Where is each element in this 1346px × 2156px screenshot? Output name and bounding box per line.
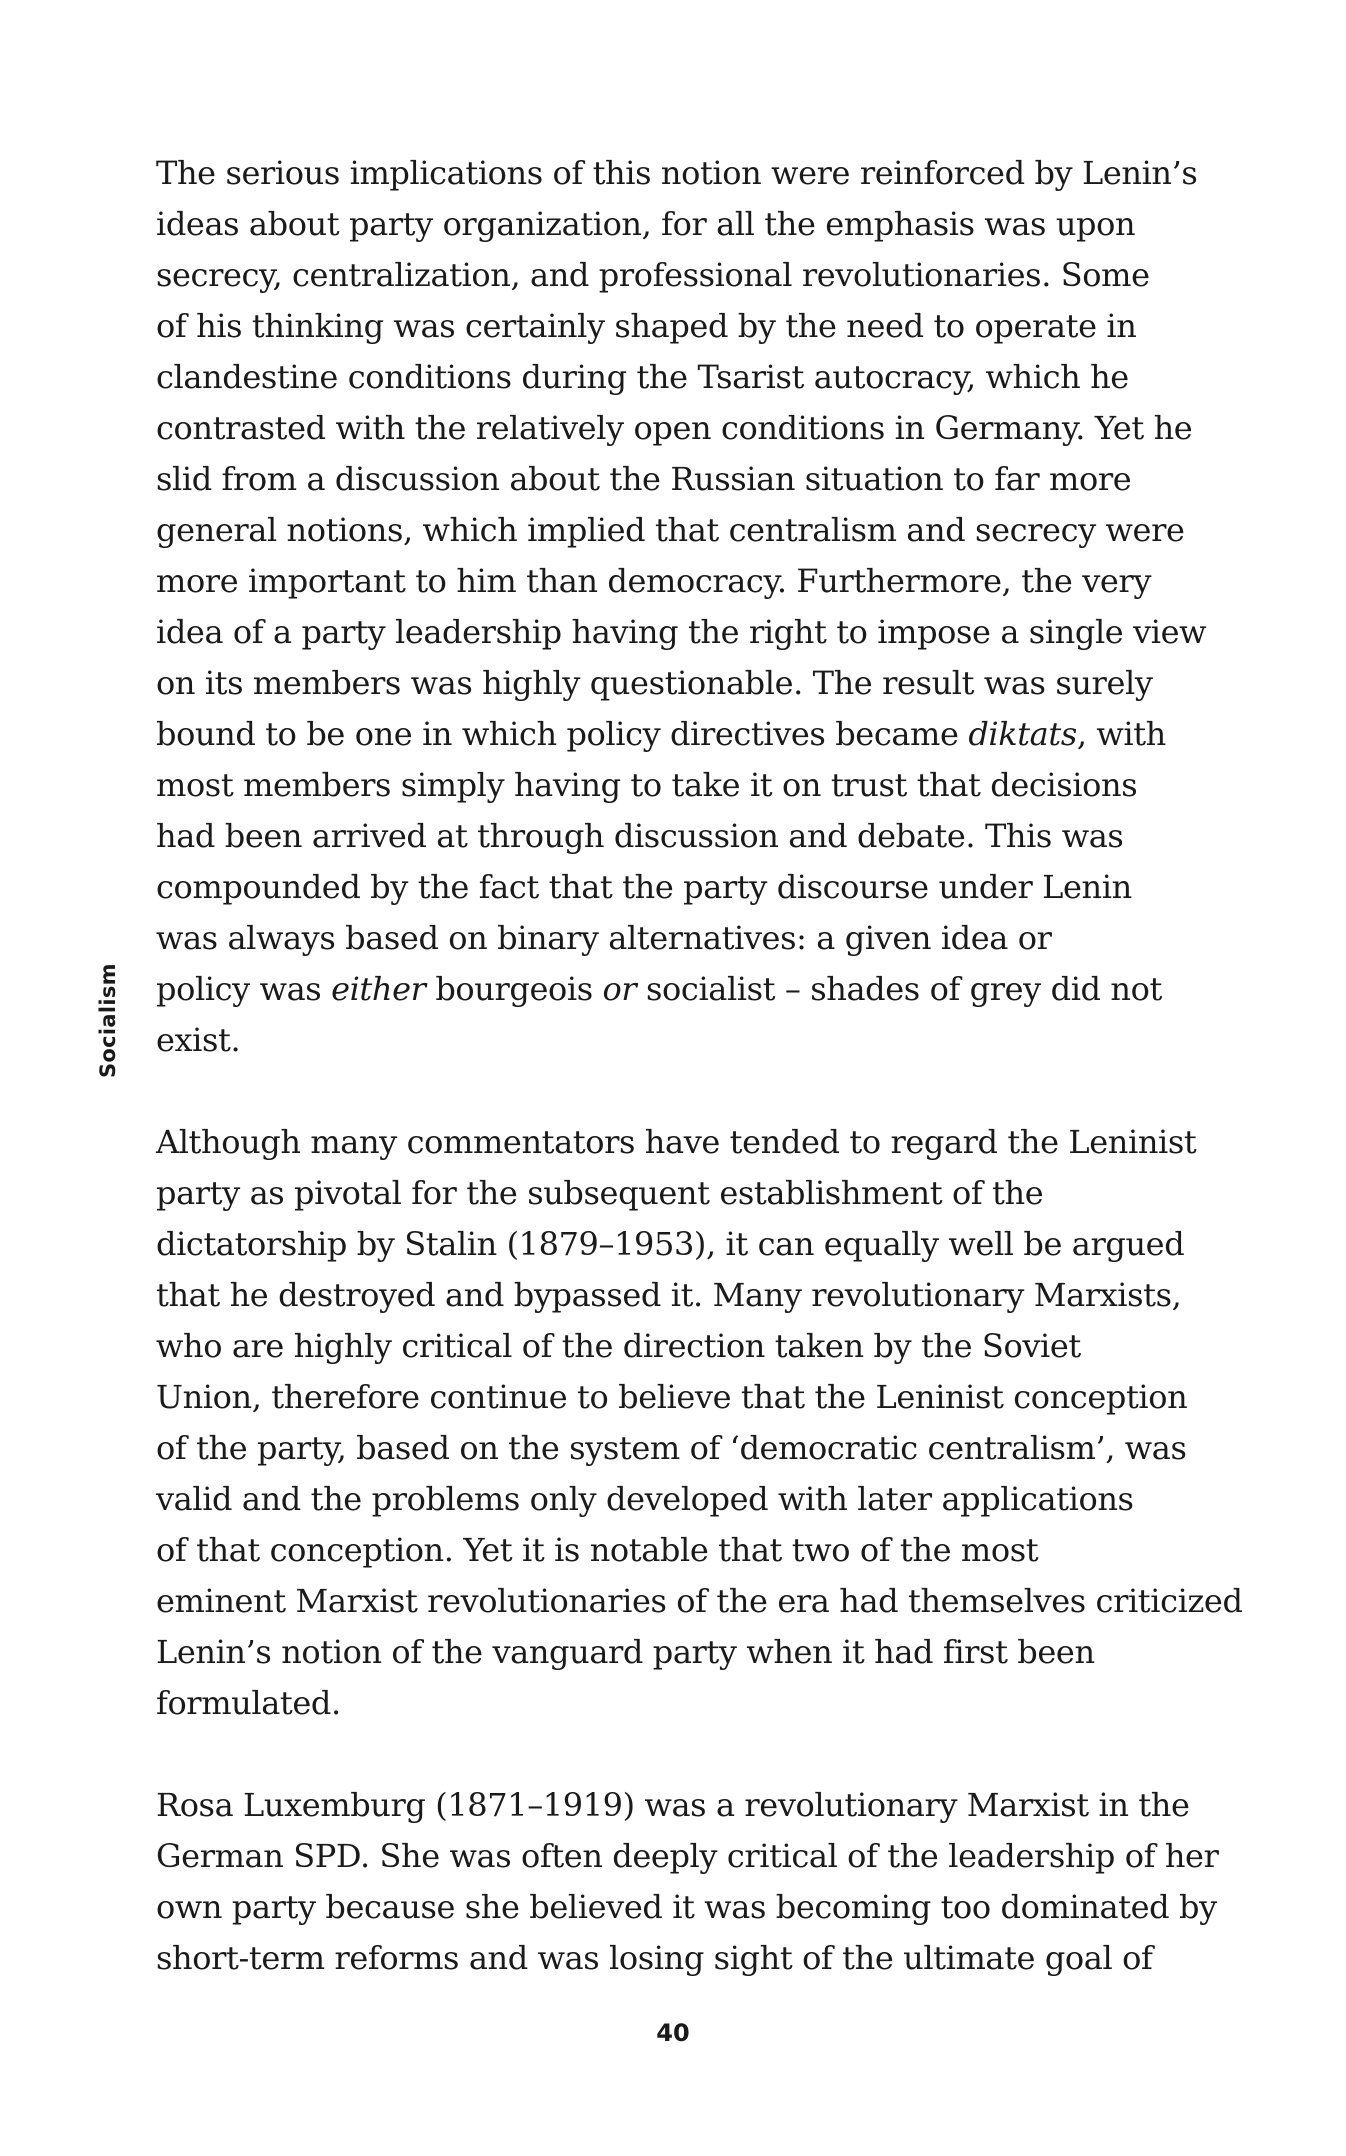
text-line: Although many commentators have tended to regard the Leninist	[156, 1123, 1197, 1161]
text-line: Rosa Luxemburg (1871–1919) was a revolutionary Marxist in the	[156, 1786, 1190, 1824]
body-text	[156, 148, 1243, 1984]
running-head: Socialism	[96, 963, 120, 1078]
paragraph-2	[156, 1117, 1243, 1729]
text-line: that he destroyed and bypassed it. Many revolutionary Marxists,	[156, 1276, 1182, 1314]
text-line: party as pivotal for the subsequent establishment of the	[156, 1174, 1044, 1212]
text-line: most members simply having to take it on trust that decisions	[156, 766, 1138, 804]
text-run: bound to be one in which policy directives became	[156, 715, 969, 753]
text-line: German SPD. She was often deeply critical of the leadership of her	[156, 1837, 1219, 1875]
text-line: Lenin’s notion of the vanguard party when it had first been	[156, 1633, 1095, 1671]
text-line: own party because she believed it was becoming too dominated by	[156, 1888, 1217, 1926]
text-line: on its members was highly questionable. The result was surely	[156, 664, 1153, 702]
paragraph-gap	[156, 1729, 1216, 1780]
text-line	[156, 709, 1216, 760]
text-line: slid from a discussion about the Russian situation to far more	[156, 460, 1132, 498]
text-line: clandestine conditions during the Tsarist autocracy, which he	[156, 358, 1129, 396]
italic-term: diktats	[968, 715, 1077, 753]
text-line: was always based on binary alternatives: a given idea or	[156, 919, 1052, 957]
text-line: who are highly critical of the direction taken by the Soviet	[156, 1327, 1081, 1365]
text-line: dictatorship by Stalin (1879–1953), it can equally well be argued	[156, 1225, 1185, 1263]
text-line: short-term reforms and was losing sight of the ultimate goal of	[156, 1939, 1153, 1977]
italic-term: or	[602, 970, 637, 1008]
text-line: compounded by the fact that the party discourse under Lenin	[156, 868, 1132, 906]
text-line: The serious implications of this notion were reinforced by Lenin’s	[156, 154, 1198, 192]
text-run: policy was	[156, 970, 332, 1008]
paragraph-gap	[156, 1066, 1216, 1117]
text-line: ideas about party organization, for all the emphasis was upon	[156, 205, 1136, 243]
text-run: socialist – shades of grey did not	[636, 970, 1162, 1008]
text-line	[156, 964, 1216, 1015]
text-line: valid and the problems only developed with later applications	[156, 1480, 1134, 1518]
paragraph-3	[156, 1780, 1219, 1984]
text-line: of his thinking was certainly shaped by the need to operate in	[156, 307, 1137, 345]
text-line: idea of a party leadership having the right to impose a single view	[156, 613, 1207, 651]
page-number: 40	[656, 2019, 690, 2047]
text-line: more important to him than democracy. Furthermore, the very	[156, 562, 1151, 600]
text-line: of that conception. Yet it is notable that two of the most	[156, 1531, 1039, 1569]
text-line: eminent Marxist revolutionaries of the era had themselves criticized	[156, 1582, 1243, 1620]
text-line: secrecy, centralization, and professional revolutionaries. Some	[156, 256, 1150, 294]
text-line: formulated.	[156, 1684, 341, 1722]
text-line: of the party, based on the system of ‘democratic centralism’, was	[156, 1429, 1187, 1467]
italic-term: either	[331, 970, 426, 1008]
text-line: had been arrived at through discussion and debate. This was	[156, 817, 1124, 855]
text-line: contrasted with the relatively open conditions in Germany. Yet he	[156, 409, 1193, 447]
text-line: Union, therefore continue to believe that the Leninist conception	[156, 1378, 1188, 1416]
paragraph-1	[156, 148, 1216, 1066]
text-line: exist.	[156, 1021, 241, 1059]
text-run: , with	[1076, 715, 1166, 753]
text-line: general notions, which implied that centralism and secrecy were	[156, 511, 1185, 549]
text-run: bourgeois	[425, 970, 603, 1008]
